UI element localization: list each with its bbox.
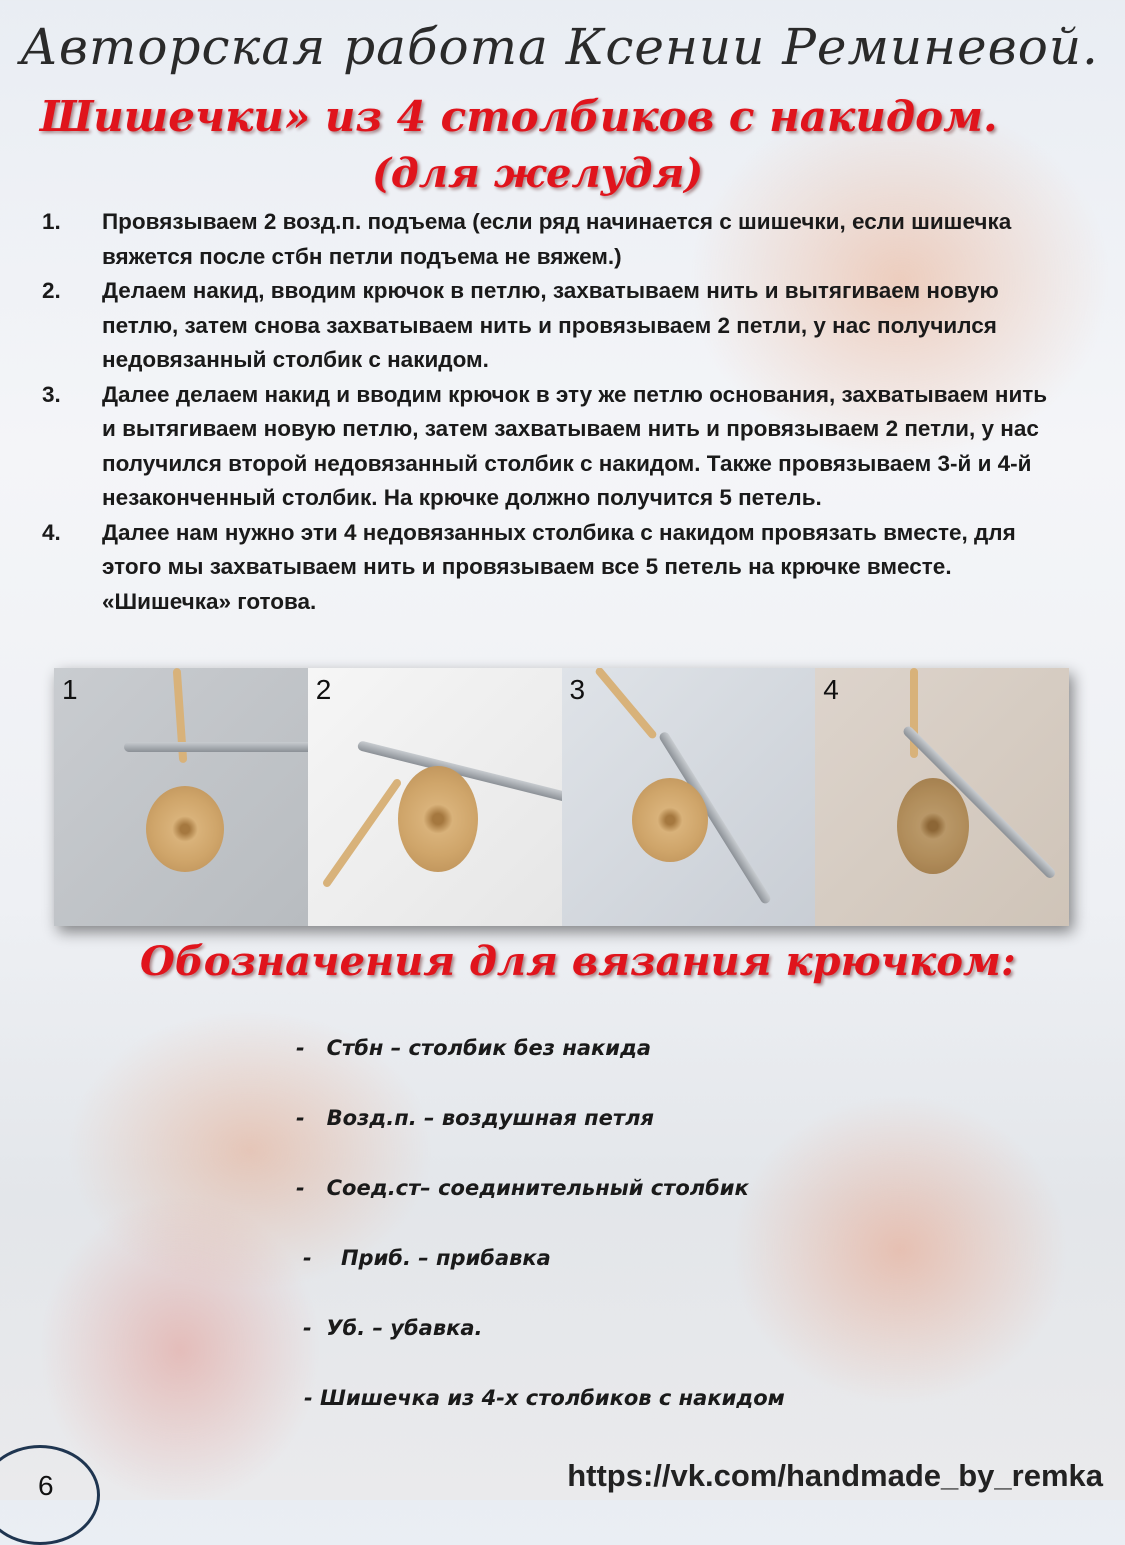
step-item xyxy=(42,274,1062,378)
step-photos-strip xyxy=(54,668,1069,926)
photo-label: 4 xyxy=(823,674,839,705)
yarn-thread xyxy=(321,777,402,888)
legend-title: Обозначения для вязания крючком: xyxy=(140,938,1016,985)
instruction-steps xyxy=(42,205,1062,619)
crochet-hook-icon xyxy=(124,742,308,752)
page-number-badge xyxy=(0,1445,100,1545)
page-subtitle: (для желудя) xyxy=(372,150,704,197)
step-number: 2. xyxy=(42,278,61,303)
step-text: Делаем накид, вводим крючок в петлю, захватываем нить и вытягиваем новую петлю, затем снова захватываем нить и провязываем 2 петли, у нас получился недовязанный столбик с накидом. xyxy=(102,278,999,372)
step-number: 3. xyxy=(42,381,61,407)
author-line: Авторская работа Ксении Реминевой. xyxy=(20,18,1099,76)
photo-label: 2 xyxy=(315,674,332,705)
photo-label: 1 xyxy=(62,674,78,705)
page-number: 6 xyxy=(38,1470,54,1501)
legend-item: - Соед.ст– соединительный столбик xyxy=(296,1176,749,1200)
photo-label: 3 xyxy=(569,674,586,705)
yarn-thread xyxy=(594,668,658,740)
legend-item: - Уб. – убавка. xyxy=(303,1316,483,1340)
crochet-round-image xyxy=(632,778,708,862)
page-title: Шишечки» из 4 столбиков с накидом. xyxy=(40,92,998,141)
step-text: Далее нам нужно эти 4 недовязанных столбика с накидом провязать вместе, для этого мы захватываем нить и провязываем все 5 петель на крючке вместе. «Шишечка» готова. xyxy=(102,519,1016,614)
crochet-round-image xyxy=(897,778,969,874)
legend-item: - Возд.п. – воздушная петля xyxy=(296,1106,654,1130)
step-photo-4 xyxy=(815,668,1069,926)
step-photo-2 xyxy=(308,668,562,926)
step-text: Далее делаем накид и вводим крючок в эту же петлю основания, захватываем нить и вытягиваем новую петлю, затем захватываем нить и провязываем 2 петли, у нас получился второй недовязанный столбик с накидом. Также провязываем 3-й и 4-й незаконченный столбик. На крючке должно получится 5 петель. xyxy=(102,381,1048,510)
step-photo-1 xyxy=(54,668,308,926)
legend-item: - Шишечка из 4-х столбиков с накидом xyxy=(304,1386,785,1410)
legend-item: - Стбн – столбик без накида xyxy=(296,1036,652,1060)
step-text: Провязываем 2 возд.п. подъема (если ряд начинается с шишечки, если шишечка вяжется после стбн петли подъема не вяжем.) xyxy=(102,209,1012,269)
step-item xyxy=(42,205,1062,274)
legend-item: - Приб. – прибавка xyxy=(303,1246,551,1270)
step-number: 4. xyxy=(42,519,61,545)
crochet-round-image xyxy=(146,786,224,872)
step-number: 1. xyxy=(42,209,61,234)
step-item xyxy=(42,516,1062,620)
crochet-round-image xyxy=(398,766,478,872)
step-item xyxy=(42,378,1062,516)
step-photo-3 xyxy=(562,668,816,926)
source-url: https://vk.com/handmade_by_remka xyxy=(567,1458,1103,1493)
